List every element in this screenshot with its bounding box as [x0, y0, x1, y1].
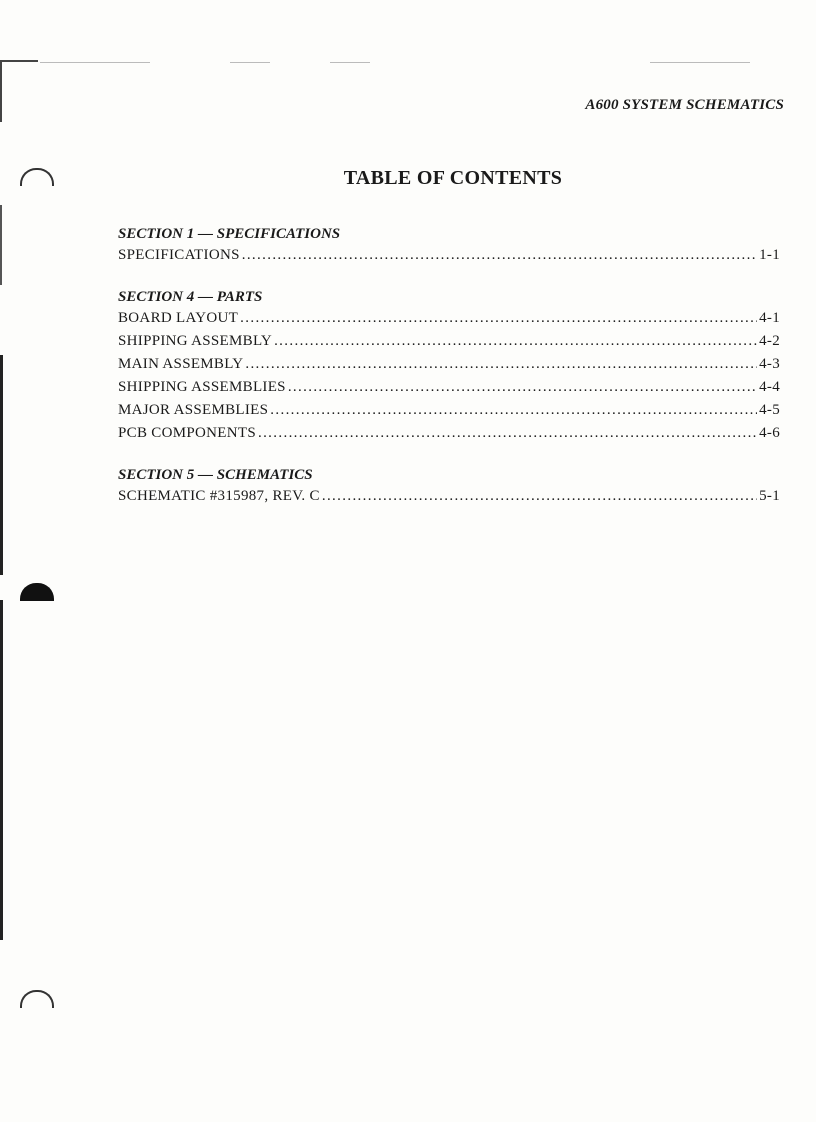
punch-hole-icon [20, 583, 54, 601]
toc-entry[interactable] [118, 244, 780, 267]
toc-entry-page: 4-3 [759, 356, 780, 372]
dot-leader [274, 330, 757, 353]
toc-entry-title: SHIPPING ASSEMBLY [118, 333, 273, 349]
scan-line-top [650, 62, 750, 63]
dot-leader [258, 422, 757, 445]
binder-edge-mark [0, 600, 3, 940]
toc-entry-title: BOARD LAYOUT [118, 310, 239, 326]
scan-line-top [330, 62, 370, 63]
section-heading: SECTION 5 — SCHEMATICS [118, 467, 313, 483]
dot-leader [240, 307, 757, 330]
scan-line-top [230, 62, 270, 63]
section-heading: SECTION 4 — PARTS [118, 289, 263, 305]
toc-entry-title: SCHEMATIC #315987, REV. C [118, 488, 320, 504]
toc-entry-title: SHIPPING ASSEMBLIES [118, 379, 286, 395]
toc-entry-page: 4-2 [759, 333, 780, 349]
dot-leader [245, 353, 757, 376]
toc-entry-title: PCB COMPONENTS [118, 425, 256, 441]
toc-entry-title: MAIN ASSEMBLY [118, 356, 244, 372]
toc-entry-title: MAJOR ASSEMBLIES [118, 402, 269, 418]
running-head: A600 SYSTEM SCHEMATICS [585, 97, 784, 113]
binder-corner-mark [0, 60, 38, 122]
binder-edge-mark [0, 355, 3, 575]
toc-entry-page: 4-6 [759, 425, 780, 441]
toc-entry[interactable] [118, 353, 780, 376]
toc-entry[interactable] [118, 376, 780, 399]
scan-line-top [40, 62, 150, 63]
toc-entry[interactable] [118, 485, 780, 508]
section-heading: SECTION 1 — SPECIFICATIONS [118, 226, 341, 242]
toc-entry-page: 4-1 [759, 310, 780, 326]
toc-entry[interactable] [118, 399, 780, 422]
dot-leader [322, 485, 757, 508]
dot-leader [288, 376, 757, 399]
binder-edge-mark [0, 205, 2, 285]
dot-leader [242, 244, 757, 267]
toc-entry-page: 4-4 [759, 379, 780, 395]
toc-entry-page: 4-5 [759, 402, 780, 418]
toc-title: TABLE OF CONTENTS [343, 167, 563, 189]
toc-entry[interactable] [118, 330, 780, 353]
toc-entry-page: 1-1 [759, 247, 780, 263]
dot-leader [270, 399, 757, 422]
toc-entry-title: SPECIFICATIONS [118, 247, 240, 263]
toc-entry[interactable] [118, 422, 780, 445]
toc-entry[interactable] [118, 307, 780, 330]
toc-entry-page: 5-1 [759, 488, 780, 504]
table-of-contents [118, 224, 780, 508]
punch-hole-icon [20, 990, 54, 1008]
